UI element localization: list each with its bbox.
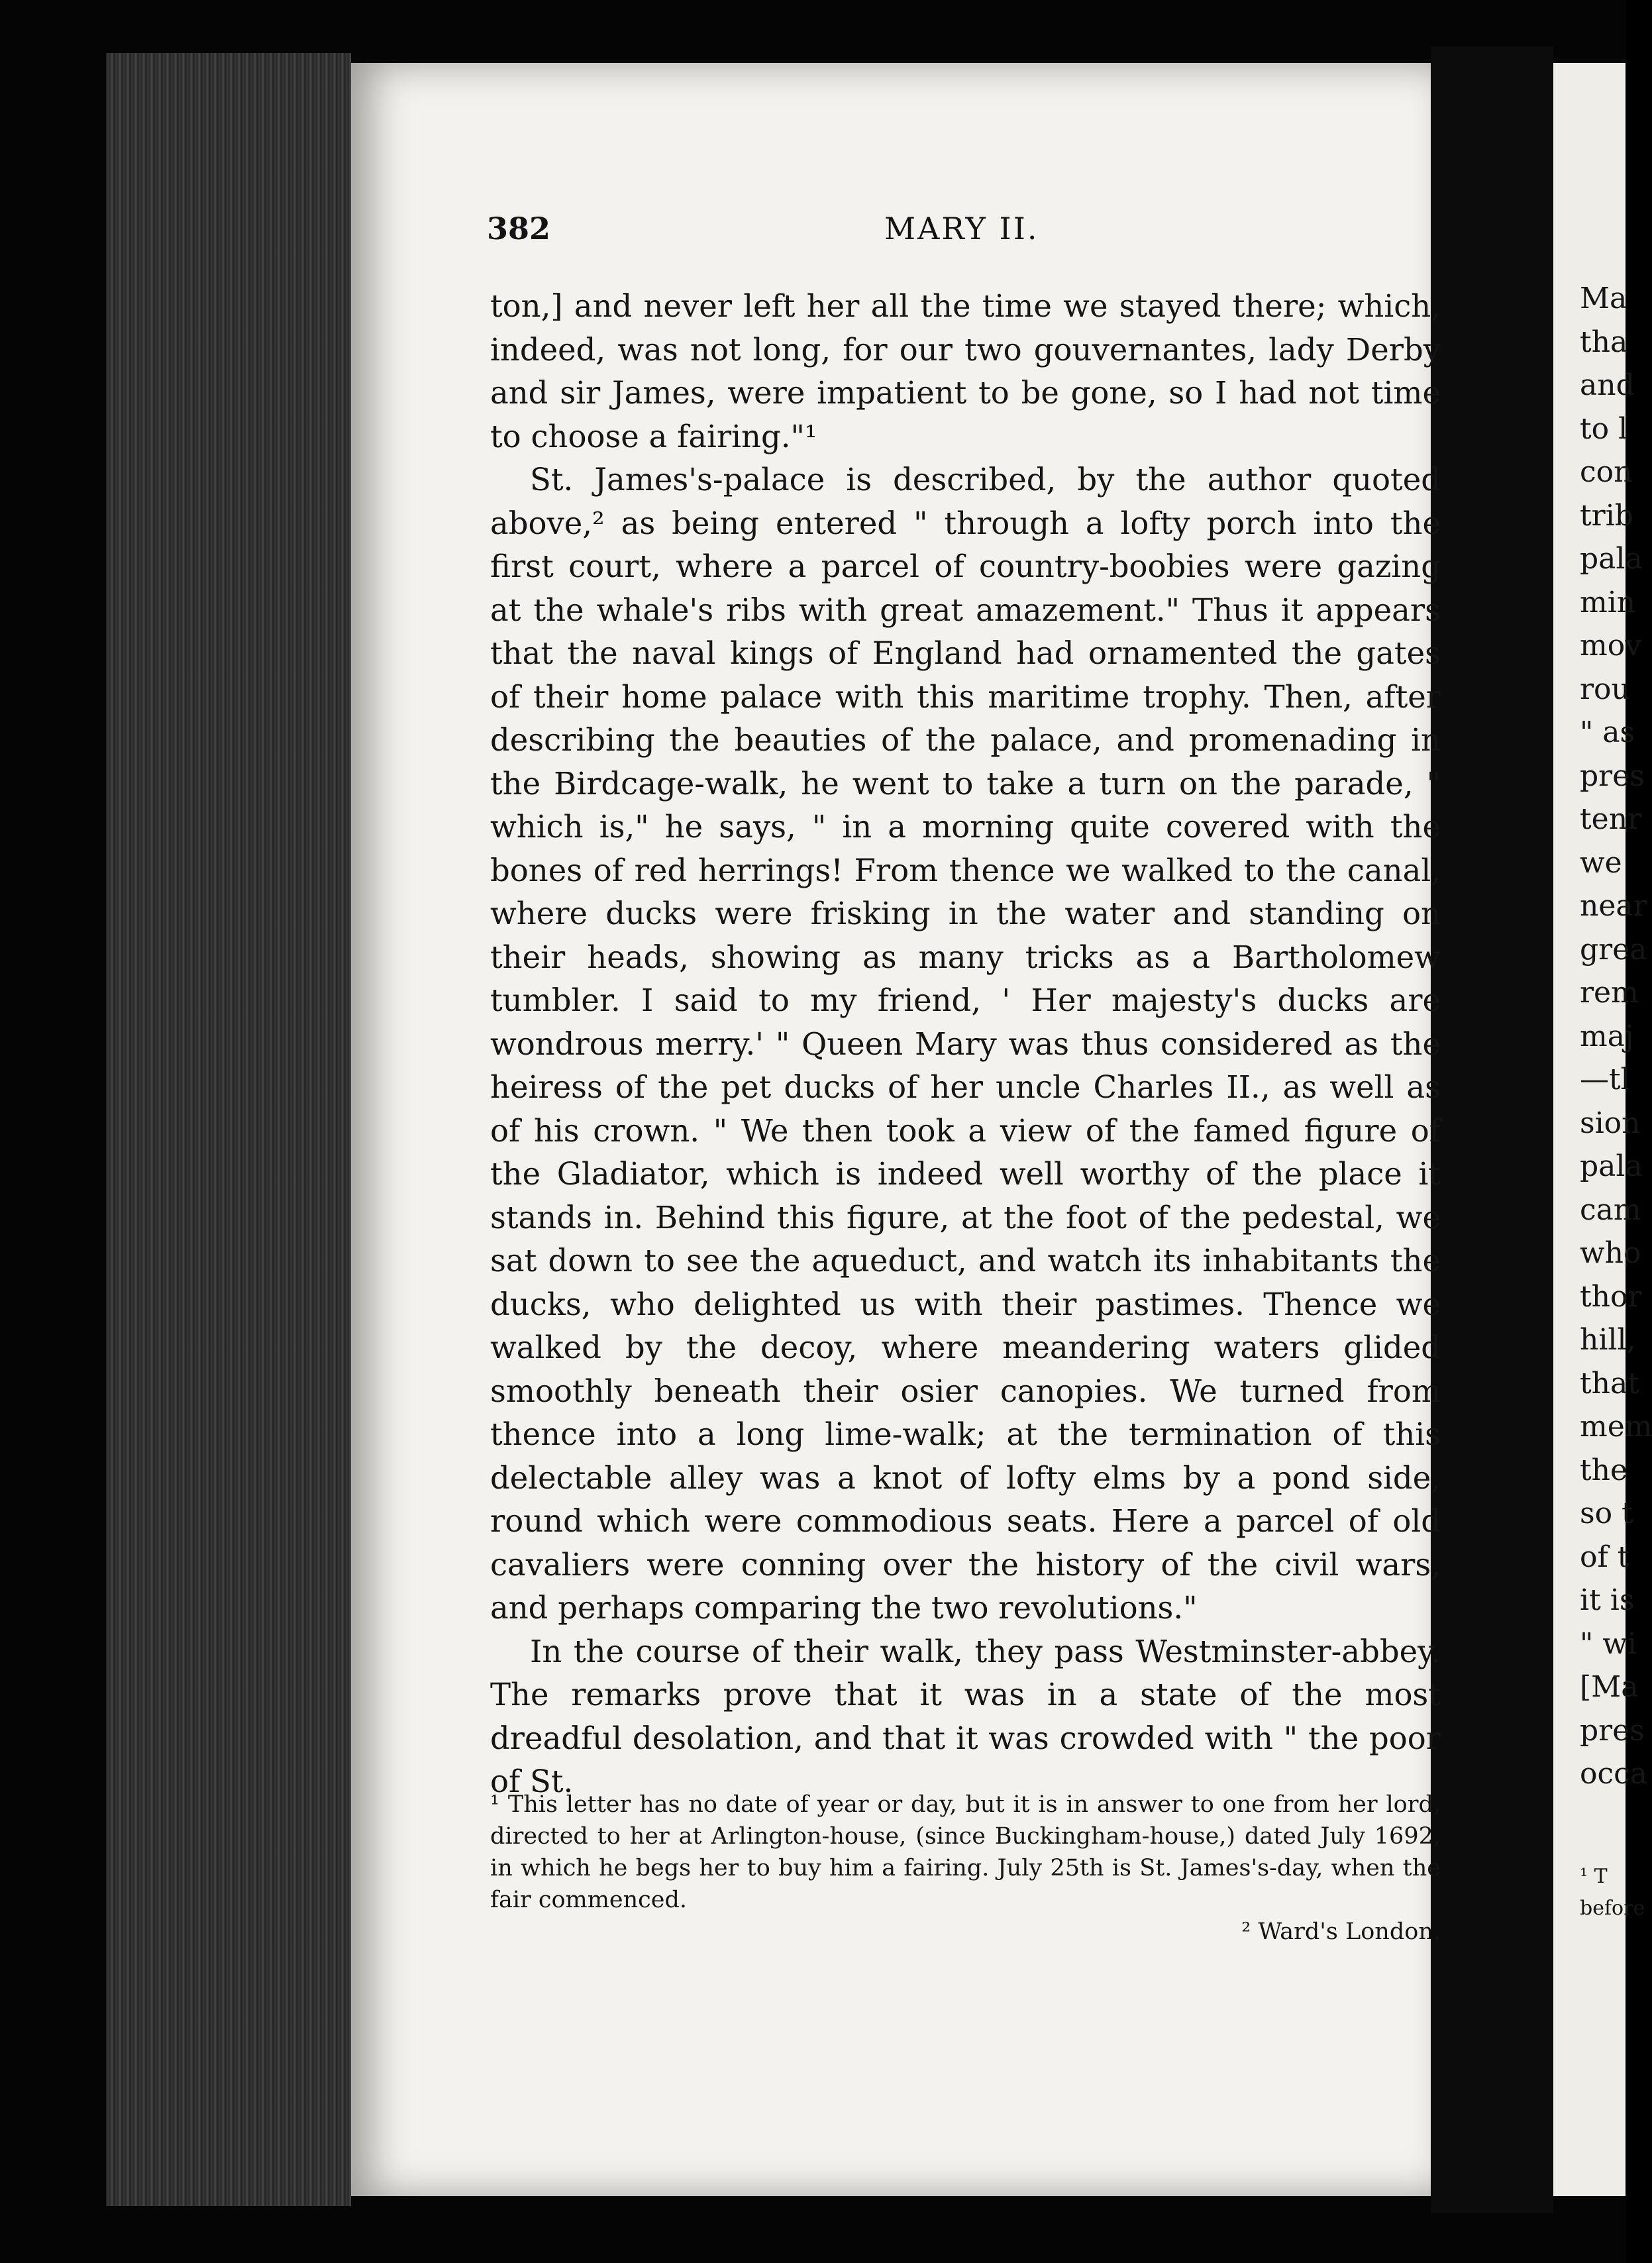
facing-page-word-fragment: hill, [1580,1323,1636,1357]
facing-page-word-fragment: pres [1580,759,1645,793]
facing-page-word-fragment: mov [1580,629,1642,662]
page-stack-edge [106,53,351,2206]
facing-page-word-fragment: maj [1580,1019,1634,1053]
facing-page-word-fragment: so t [1580,1497,1633,1530]
facing-page-word-fragment: trib [1580,498,1633,533]
facing-page-word-fragment: rem [1580,976,1639,1010]
facing-page-word-fragment: " as [1580,715,1635,749]
facing-page-word-fragment: who [1580,1236,1641,1270]
facing-page-word-fragment: Ma [1580,282,1627,315]
paragraph: In the course of their walk, they pass Westminster-abbey. The remarks prove that it was in a state of the most dreadful desolation, and that it was crowded with " the poor of St. [490,1633,1441,1799]
paragraph: St. James's-palace is described, by the author quoted above,² as being entered " through a lofty porch into the first court, where a parcel of country-boobies were gazing at the whale's ribs with great amazement." Thus it appears that the naval kings of England had ornamented the gates of their home palace with this maritime trophy. Then, after describing the beauties of the palace, and promenading in the Birdcage-walk, he went to take a turn on the parade, " which is," he says, " in a morning quite covered with the bones of red herrings! From thence we walked to the canal, where ducks were frisking in the water and standing on their heads, showing as many tricks as a Bartholomew tumbler. I said to my friend, ' Her majesty's ducks are wondrous merry.' " Queen Mary was thus considered as the heiress of the pet ducks of her uncle Charles II., as well as of his crown. " We then took a view of the famed figure of the Gladiator, which is indeed well worthy of the place it stands in. Behind this figure, at the foot of the pedestal, we sat down to see the aqueduct, and watch its inhabitants the ducks, who delighted us with their pastimes. Thence we walked by the decoy, where meandering waters glided smoothly beneath their osier canopies. We turned from thence into a long lime-walk; at the termination of this delectable alley was a knot of lofty elms by a pond side, round which were commodious seats. Here a parcel of old cavaliers were conning over the history of the civil wars, and perhaps comparing the two revolutions." [490,462,1441,1626]
facing-page-word-fragment: to l [1580,411,1628,446]
page-number: 382 [487,211,551,246]
facing-page-fragment [1553,63,1652,2196]
facing-page-word-fragment: min [1580,585,1636,619]
facing-page-word-fragment: we [1580,845,1622,880]
facing-page-word-fragment: mem [1580,1410,1652,1444]
facing-page-word-fragment: ¹ T [1580,1865,1608,1888]
facing-page-word-fragment: pres [1580,1713,1645,1748]
facing-page-word-fragment: it is [1580,1583,1635,1617]
facing-page-word-fragment: " wi [1580,1626,1637,1661]
facing-page-word-fragment: the [1580,1453,1628,1487]
facing-page-word-fragment: occa [1580,1757,1648,1791]
facing-page-word-fragment: pala [1580,1149,1643,1183]
facing-page-word-fragment: pala [1580,542,1643,576]
facing-page-word-fragment: and [1580,368,1635,402]
book-gutter [1431,46,1553,2213]
running-title: MARY II. [884,211,1039,246]
footnote-1: ¹ This letter has no date of year or day, but it is in answer to one from her lord, directed to her at Arlington-house, (since Buckingham-house,) dated July 1692, in which he begs her to buy him a fairing. July 25th is St. James's-day, when the fair commenced. [490,1791,1441,1913]
facing-page-word-fragment: rou [1580,672,1630,706]
facing-page-word-fragment: con [1580,455,1633,489]
facing-page-word-fragment: before [1580,1897,1645,1920]
facing-page-word-fragment: —tl [1580,1063,1630,1096]
body-text [490,285,1441,1804]
facing-page-word-fragment: near [1580,889,1647,923]
facing-page-word-fragment: that [1580,1366,1639,1400]
facing-page-word-fragment: [Ma [1580,1670,1639,1704]
facing-page-word-fragment: of t [1580,1540,1629,1574]
facing-page-word-fragment: tenr [1580,802,1642,836]
facing-page-word-fragment: thor [1580,1279,1642,1314]
facing-page-word-fragment: tha [1580,325,1628,359]
paragraph: ton,] and never left her all the time we stayed there; which, indeed, was not long, for our two gouvernantes, lady Derby and sir James, were impatient to be gone, so I had not time to choose a fairing."¹ [490,288,1441,454]
running-head [487,211,1441,250]
facing-page-word-fragment: cam [1580,1192,1641,1227]
footnote-2: ² Ward's London. [1241,1919,1441,1945]
footnotes [490,1789,1441,1948]
facing-page-word-fragment: grea [1580,932,1647,967]
facing-page-word-fragment: sion [1580,1106,1641,1140]
